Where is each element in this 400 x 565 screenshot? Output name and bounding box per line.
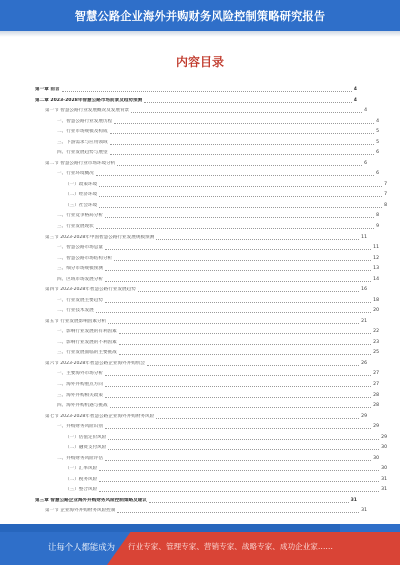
toc-entry-text: 四、行业发展趋势与展望 — [57, 150, 108, 156]
toc-leader-dots — [110, 133, 375, 134]
toc-page-number: 13 — [373, 266, 379, 272]
toc-leader-dots — [114, 123, 374, 124]
toc-entry-text: （二）经济环境 — [65, 192, 98, 198]
toc-entry-text: 三、海外并购相关政策 — [57, 392, 103, 398]
toc-section[interactable] — [35, 505, 367, 514]
toc-page-number: 31 — [350, 497, 357, 503]
toc-page-number: 18 — [373, 297, 379, 303]
toc-leader-dots — [119, 333, 371, 334]
toc-item[interactable] — [35, 189, 387, 198]
toc-leader-dots — [105, 397, 371, 398]
toc-page-number: 8 — [384, 202, 387, 208]
toc-page-number: 4 — [353, 97, 357, 103]
toc-leader-dots — [96, 175, 374, 176]
toc-entry-text: 四、区域市场发展分析 — [57, 276, 103, 282]
toc-leader-dots — [110, 407, 372, 408]
toc-item[interactable] — [35, 179, 387, 188]
toc-item[interactable] — [35, 221, 379, 230]
toc-page-number: 7 — [384, 181, 387, 187]
footer-slogan: 让每个人都能成为 — [48, 542, 115, 552]
toc-item[interactable] — [35, 379, 379, 388]
toc-item[interactable] — [35, 421, 379, 430]
toc-entry-text: 二、行业竞争格局分析 — [57, 213, 103, 219]
toc-leader-dots — [99, 481, 379, 482]
toc-entry-text: 第一节 智慧公路行业发展概况及发展背景 — [45, 108, 130, 114]
toc-page-number: 30 — [373, 455, 379, 461]
toc-leader-dots — [105, 281, 371, 282]
toc-section[interactable] — [35, 105, 367, 114]
toc-chapter[interactable] — [35, 95, 357, 104]
toc-item[interactable] — [35, 337, 379, 346]
toc-item[interactable] — [35, 368, 379, 377]
toc-page-number: 29 — [381, 434, 387, 440]
toc-page-number: 23 — [373, 339, 379, 345]
toc-leader-dots — [105, 217, 374, 218]
toc-leader-dots — [99, 186, 382, 187]
toc-item[interactable] — [35, 210, 379, 219]
toc-leader-dots — [110, 154, 375, 155]
toc-entry-text: （一）估值定价风险 — [65, 434, 107, 440]
toc-leader-dots — [108, 323, 359, 324]
toc-entry-text: 三、下游需求与应用领域 — [57, 139, 108, 145]
toc-entry-text: 一、行业环境概况 — [57, 171, 94, 177]
toc-leader-dots — [105, 270, 371, 271]
toc-page-number: 5 — [376, 129, 379, 135]
toc-item[interactable] — [35, 137, 379, 146]
toc-page-number: 16 — [361, 287, 367, 293]
toc-item[interactable] — [35, 147, 379, 156]
toc-entry-text: （一）汇率风险 — [65, 466, 98, 472]
toc-entry-text: 第三章 智慧公路企业海外并购财务风险控制策略及建议 — [35, 497, 147, 503]
toc-page-number: 27 — [373, 382, 379, 388]
toc-entry-text: （二）融资支付风险 — [65, 445, 107, 451]
toc-entry-text: 第二节 智慧公路行业市场环境分析 — [45, 160, 116, 166]
toc-entry-text: 二、影响行业发展的不利因素 — [57, 339, 117, 345]
toc-page-number: 30 — [381, 445, 387, 451]
toc-entry-text: 三、细分市场规模预测 — [57, 266, 103, 272]
toc-entry-text: 第七节 2023-2028年智慧公路企业海外并购财务风险 — [45, 413, 155, 419]
toc-page-number: 31 — [381, 487, 387, 493]
toc-page-number: 6 — [364, 160, 367, 166]
toc-entry-text: 三、行业发展现状 — [57, 223, 94, 229]
toc-entry-text: （三）整合风险 — [65, 487, 98, 493]
toc-entry-text: 一、影响行业发展的有利因素 — [57, 329, 117, 335]
toc-item[interactable] — [35, 200, 387, 209]
toc-leader-dots — [105, 428, 371, 429]
toc-entry-text: 第三节 2023-2028年中国智慧公路行业发展规模预测 — [45, 234, 155, 240]
toc-page-number: 11 — [373, 245, 379, 251]
toc-item[interactable] — [35, 484, 387, 493]
toc-page-number: 5 — [376, 139, 379, 145]
toc-item[interactable] — [35, 326, 379, 335]
toc-leader-dots — [131, 112, 362, 113]
toc-item[interactable] — [35, 347, 379, 356]
toc-entry-text: 一、行业发展主要趋势 — [57, 297, 103, 303]
toc-leader-dots — [99, 207, 382, 208]
toc-leader-dots — [144, 102, 352, 103]
toc-item[interactable] — [35, 242, 379, 251]
toc-entry-text: 二、行业技术发展 — [57, 308, 94, 314]
toc-page-number: 20 — [373, 308, 379, 314]
footer-bar — [0, 524, 400, 565]
toc-page-number: 31 — [381, 476, 387, 482]
toc-item[interactable] — [35, 253, 379, 262]
toc-item[interactable] — [35, 432, 387, 441]
toc-entry-text: （二）税务风险 — [65, 476, 98, 482]
toc-entry-text: （一）政策环境 — [65, 181, 98, 187]
toc-leader-dots — [108, 449, 379, 450]
toc-page-number: 28 — [373, 403, 379, 409]
toc-entry-text: 第五节 行业发展影响因素分析 — [45, 318, 107, 324]
toc-page-number: 9 — [376, 223, 379, 229]
toc-page-number: 4 — [376, 118, 379, 124]
toc-entry-text: 三、行业发展面临的主要挑战 — [57, 350, 117, 356]
toc-page-number: 25 — [373, 350, 379, 356]
toc-leader-dots — [147, 365, 359, 366]
toc-section[interactable] — [35, 316, 367, 325]
toc-leader-dots — [119, 344, 371, 345]
footer-tagline: 行业专家、管理专家、营销专家、战略专家、成功企业家…… — [128, 542, 334, 551]
toc-page-number: 12 — [373, 255, 379, 261]
toc-section[interactable] — [35, 411, 367, 420]
toc-entry-text: 一、主要海外市场分析 — [57, 371, 103, 377]
toc-item[interactable] — [35, 453, 379, 462]
toc-entry-text: 四、海外并购机遇与挑战 — [57, 403, 108, 409]
toc-page-number: 30 — [381, 466, 387, 472]
toc-leader-dots — [105, 249, 371, 250]
toc-leader-dots — [119, 354, 371, 355]
toc-entry-text: 第二章 2023-2028年智慧公路市场前景及趋势预测 — [35, 97, 143, 103]
toc-leader-dots — [110, 144, 375, 145]
toc-leader-dots — [105, 375, 371, 376]
toc-item[interactable] — [35, 305, 379, 314]
toc-leader-dots — [99, 196, 382, 197]
toc-entry-text: 二、并购财务风险评估 — [57, 455, 103, 461]
toc-entry-text: 一、并购财务风险识别 — [57, 424, 103, 430]
toc-item[interactable] — [35, 295, 379, 304]
toc-page-number: 6 — [376, 171, 379, 177]
toc-page-number: 4 — [364, 108, 367, 114]
table-of-contents — [35, 84, 387, 516]
toc-chapter[interactable] — [35, 84, 357, 93]
toc-leader-dots — [105, 302, 371, 303]
toc-page-number: 4 — [353, 87, 357, 92]
toc-page-number: 8 — [376, 213, 379, 219]
toc-leader-dots — [96, 228, 374, 229]
toc-leader-dots — [96, 312, 371, 313]
toc-item[interactable] — [35, 463, 387, 472]
toc-item[interactable] — [35, 442, 387, 451]
toc-item[interactable] — [35, 126, 379, 135]
toc-page-number: 31 — [361, 508, 367, 514]
toc-leader-dots — [105, 460, 371, 461]
toc-entry-text: 第四节 2023-2028年智慧公路行业发展趋势 — [45, 287, 136, 293]
toc-entry-text: 第一节 企业海外并购财务风险控制 — [45, 508, 116, 514]
toc-section[interactable] — [35, 358, 367, 367]
toc-leader-dots — [156, 418, 359, 419]
toc-leader-dots — [62, 91, 352, 92]
toc-leader-dots — [117, 512, 359, 513]
toc-section[interactable] — [35, 158, 367, 167]
toc-page-number: 14 — [373, 276, 379, 282]
toc-page-number: 29 — [361, 413, 367, 419]
toc-entry-text: 一、智慧公路市场总量 — [57, 245, 103, 251]
toc-item[interactable] — [35, 168, 379, 177]
toc-title: 内容目录 — [175, 55, 224, 69]
header-divider — [0, 31, 400, 37]
toc-leader-dots — [156, 239, 359, 240]
toc-page-number: 28 — [373, 392, 379, 398]
toc-entry-text: 第一章 前言 — [35, 87, 60, 92]
toc-page-number: 26 — [361, 360, 367, 366]
toc-item[interactable] — [35, 400, 379, 409]
toc-entry-text: 二、海外并购重点方向 — [57, 382, 103, 388]
footer-stripe — [0, 524, 340, 532]
toc-item[interactable] — [35, 474, 387, 483]
toc-leader-dots — [149, 502, 349, 503]
toc-item[interactable] — [35, 390, 379, 399]
toc-page-number: 7 — [384, 192, 387, 198]
toc-section[interactable] — [35, 232, 367, 241]
toc-entry-text: 二、行业市场规模及构成 — [57, 129, 108, 135]
toc-leader-dots — [99, 470, 379, 471]
toc-page-number: 29 — [373, 424, 379, 430]
toc-leader-dots — [105, 386, 371, 387]
toc-item[interactable] — [35, 263, 379, 272]
toc-page-number: 11 — [361, 234, 367, 240]
toc-entry-text: 二、智慧公路市场结构分析 — [57, 255, 113, 261]
toc-page-number: 21 — [361, 318, 367, 324]
report-title: 智慧公路企业海外并购财务风险控制策略研究报告 — [74, 10, 326, 23]
toc-page-number: 22 — [373, 329, 379, 335]
toc-leader-dots — [117, 165, 362, 166]
toc-entry-text: （三）社会环境 — [65, 202, 98, 208]
toc-leader-dots — [108, 439, 379, 440]
header-bar — [0, 0, 400, 31]
toc-leader-dots — [138, 291, 359, 292]
toc-leader-dots — [99, 491, 379, 492]
toc-item[interactable] — [35, 116, 379, 125]
toc-leader-dots — [114, 260, 371, 261]
toc-item[interactable] — [35, 274, 379, 283]
toc-entry-text: 一、智慧公路行业发展历程 — [57, 118, 113, 124]
toc-page-number: 6 — [376, 150, 379, 156]
toc-page-number: 27 — [373, 371, 379, 377]
toc-chapter[interactable] — [35, 495, 357, 504]
toc-entry-text: 第六节 2023-2028年智慧公路企业海外并购机会 — [45, 360, 146, 366]
toc-section[interactable] — [35, 284, 367, 293]
